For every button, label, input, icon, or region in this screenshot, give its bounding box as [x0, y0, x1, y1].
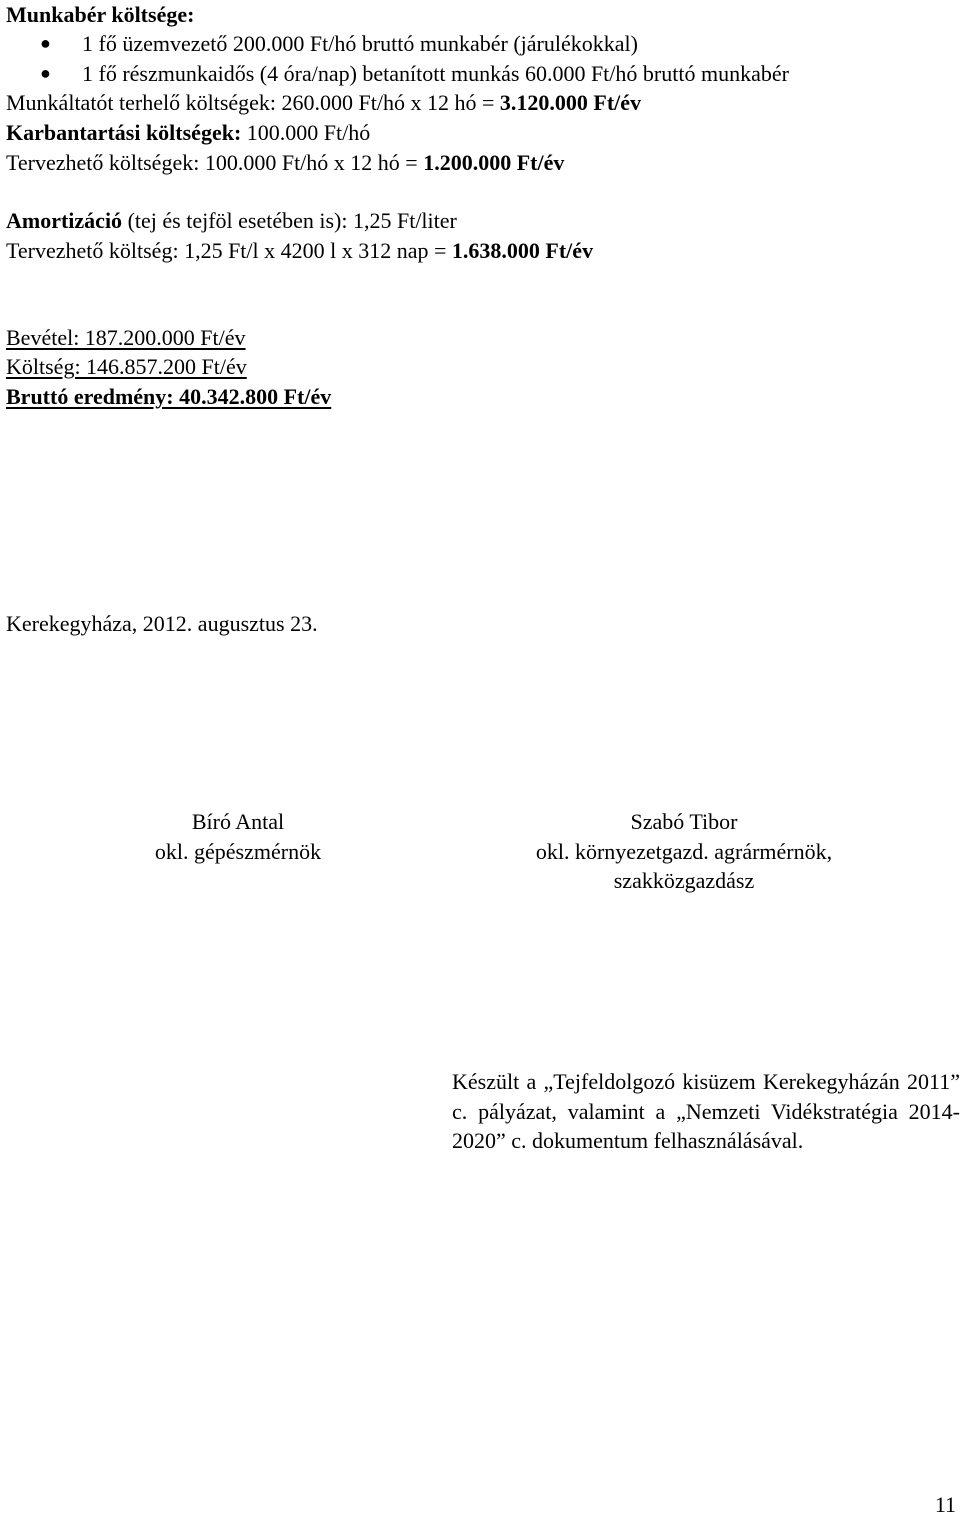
page-number: 11	[934, 1492, 956, 1517]
employer-cost-text: Munkáltatót terhelő költségek: 260.000 Ft/hó x 12 hó =	[6, 90, 500, 115]
cost-line: Költség: 146.857.200 Ft/év	[6, 354, 247, 379]
depreciation-label: Amortizáció	[6, 208, 123, 233]
depreciation-detail: (tej és tejföl esetében is): 1,25 Ft/liter	[122, 208, 457, 233]
signatory-title: okl. környezetgazd. agrármérnök,	[535, 838, 833, 864]
place-date: Kerekegyháza, 2012. augusztus 23.	[6, 611, 318, 636]
source-note: Készült a „Tejfeldolgozó kisüzem Kerekegyházán 2011” c. pályázat, valamint a „Nemzeti Vidékstratégia 2014-2020” c. dokumentum felhasználásával.	[452, 1069, 960, 1153]
maintenance-cost-line	[6, 118, 370, 148]
gross-result-line: Bruttó eredmény: 40.342.800 Ft/év	[6, 384, 332, 409]
maintenance-planned-line	[6, 148, 564, 178]
labor-bullet-text: 1 fő üzemvezető 200.000 Ft/hó bruttó munkabér (járulékokkal)	[82, 31, 638, 56]
depreciation-line	[6, 206, 457, 236]
maintenance-cost-label: Karbantartási költségek:	[6, 120, 242, 145]
signatory-title-2: szakközgazdász	[613, 868, 755, 893]
depreciation-planned-total: 1.638.000 Ft/év	[451, 238, 594, 263]
signatory-name: Bíró Antal	[191, 809, 285, 834]
signature-block-biro	[138, 807, 338, 866]
labor-cost-heading: Munkabér költsége:	[6, 2, 195, 27]
bullet-icon: ●	[40, 63, 51, 83]
maintenance-planned-text: Tervezhető költségek: 100.000 Ft/hó x 12 hó =	[6, 150, 424, 175]
signature-block-szabo	[504, 807, 864, 896]
maintenance-planned-total: 1.200.000 Ft/év	[423, 150, 565, 175]
employer-cost-line	[6, 88, 641, 118]
depreciation-planned-line	[6, 236, 593, 266]
signatory-name: Szabó Tibor	[630, 809, 738, 834]
labor-bullet-text: 1 fő részmunkaidős (4 óra/nap) betanított munkás 60.000 Ft/hó bruttó munkabér	[82, 61, 789, 86]
employer-cost-total: 3.120.000 Ft/év	[499, 90, 642, 115]
revenue-line: Bevétel: 187.200.000 Ft/év	[6, 325, 246, 350]
depreciation-planned-text: Tervezhető költség: 1,25 Ft/l x 4200 l x 312 nap =	[6, 238, 452, 263]
maintenance-cost-value: 100.000 Ft/hó	[241, 120, 371, 145]
signatory-title: okl. gépészmérnök	[154, 838, 322, 864]
bullet-icon: ●	[40, 33, 51, 53]
